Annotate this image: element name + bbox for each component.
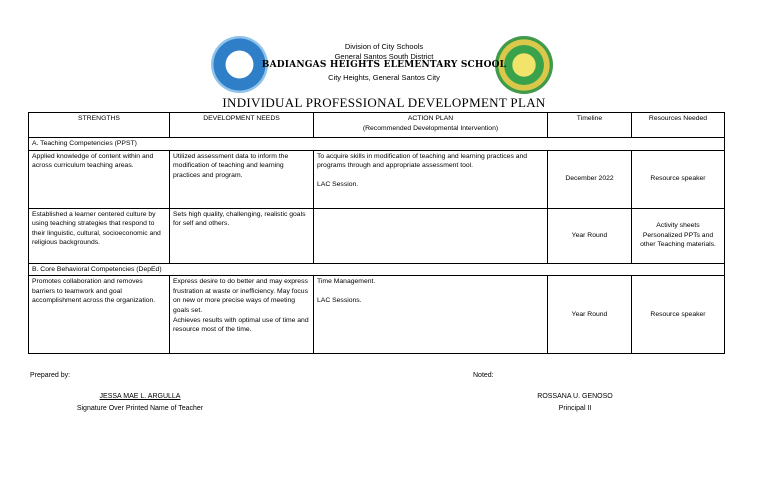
teacher-caption: Signature Over Printed Name of Teacher (76, 405, 204, 412)
resources-cell: Resource speaker (632, 150, 725, 208)
resources-cell (632, 208, 725, 263)
timeline-cell: Year Round (548, 276, 632, 354)
school-address: City Heights, General Santos City (328, 73, 440, 82)
timeline-cell: December 2022 (548, 150, 632, 208)
need-cell (170, 276, 314, 354)
strength-cell: Applied knowledge of content within and across curriculum teaching areas. (29, 150, 170, 208)
col-strengths: STRENGTHS (29, 113, 170, 138)
strength-cell: Established a learner centered culture by using teaching strategies that respond to their linguistic, cultural, socioeconomic and religious backgrounds. (29, 208, 170, 263)
section-a-label: A. Teaching Competencies (PPST) (29, 138, 725, 151)
section-row (29, 138, 725, 151)
strength-cell: Promotes collaboration and removes barriers to teamwork and goal accomplishment across the organization. (29, 276, 170, 354)
principal-name: ROSSANA U. GENOSO (537, 393, 613, 400)
teacher-name: JESSA MAE L. ARGULLA (99, 393, 181, 400)
section-row (29, 263, 725, 276)
action-text: LAC Session. (317, 180, 359, 188)
timeline-cell: Year Round (548, 208, 632, 263)
col-action-plan-label: ACTION PLAN (407, 115, 454, 122)
action-text: LAC Sessions. (317, 296, 362, 304)
resource-line: Personalized PPTs and (642, 231, 714, 239)
col-action-plan-sub: (Recommended Developmental Intervention) (362, 124, 499, 132)
action-text: Time Management. (317, 278, 376, 286)
resource-line: Activity sheets (656, 222, 700, 230)
table-header-row (29, 113, 725, 138)
col-timeline: Timeline (548, 113, 632, 138)
table-row (29, 150, 725, 208)
need-cell: Utilized assessment data to inform the modification of teaching and learning practices and program. (170, 150, 314, 208)
prepared-by-label: Prepared by: (30, 372, 71, 379)
principal-title: Principal II (558, 405, 592, 412)
action-cell (314, 150, 548, 208)
resource-line: other Teaching materials. (640, 241, 716, 249)
division-line: Division of City Schools (344, 42, 424, 51)
action-cell (314, 276, 548, 354)
action-text: To acquire skills in modification of teaching and learning practices and programs through and appropriate assessment tool. (317, 152, 528, 170)
document-title: INDIVIDUAL PROFESSIONAL DEVELOPMENT PLAN (222, 95, 546, 110)
table-row (29, 208, 725, 263)
district-line: General Santos South District (334, 52, 434, 61)
col-resources: Resources Needed (632, 113, 725, 138)
resources-cell: Resource speaker (632, 276, 725, 354)
development-plan-table (28, 112, 725, 354)
table-row (29, 276, 725, 354)
action-cell (314, 208, 548, 263)
need-text: Achieves results with optimal use of time and resource most of the time. (173, 316, 309, 334)
noted-label: Noted: (473, 372, 494, 379)
col-development-needs: DEVELOPMENT NEEDS (170, 113, 314, 138)
col-action-plan (314, 113, 548, 138)
section-b-label: B. Core Behavioral Competencies (DepEd) (29, 263, 725, 276)
need-text: Express desire to do better and may express frustration at waste or inefficiency. May focus on new or more precise ways of meeting goals set. (173, 278, 308, 314)
school-name: BADIANGAS HEIGHTS ELEMENTARY SCHOOL (261, 60, 507, 70)
need-cell: Sets high quality, challenging, realistic goals for self and others. (170, 208, 314, 263)
